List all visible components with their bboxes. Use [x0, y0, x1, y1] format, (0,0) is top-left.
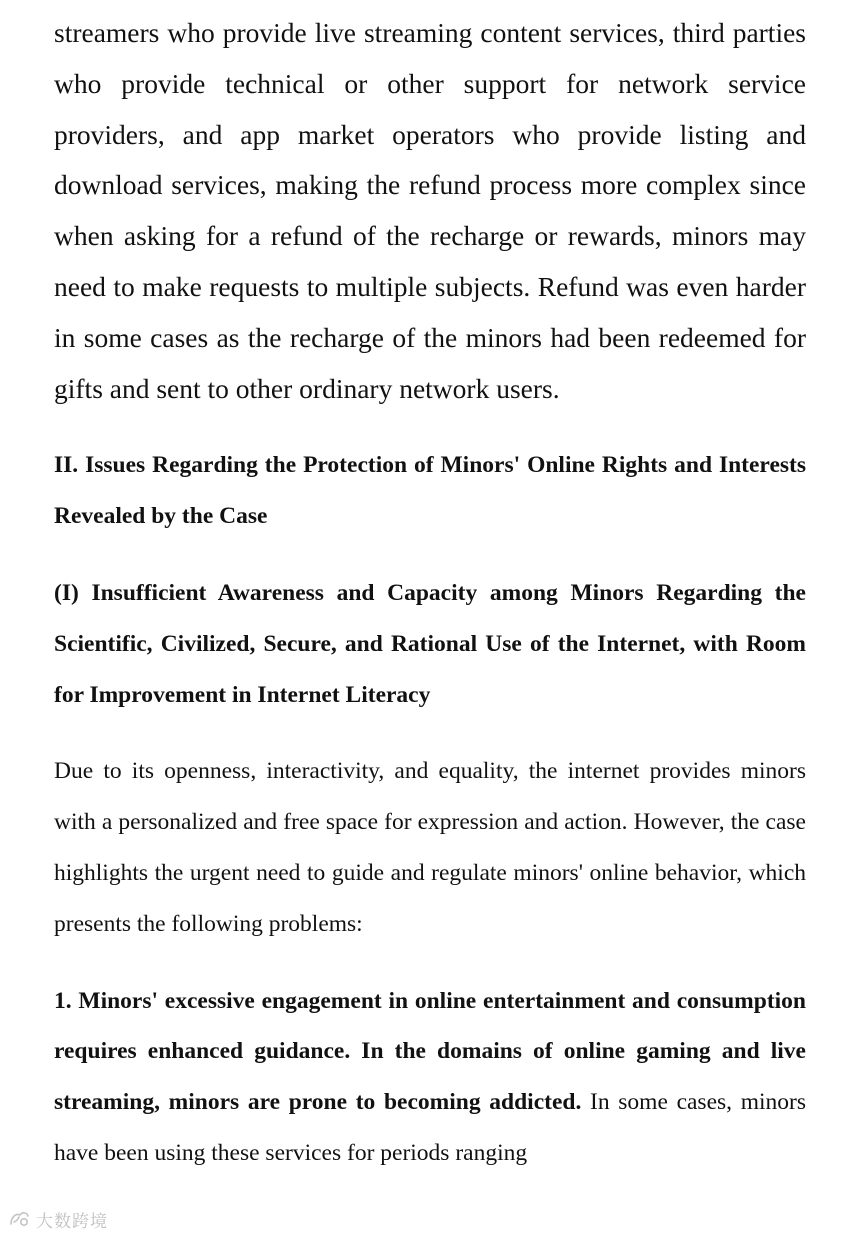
subsection-heading: (I) Insufficient Awareness and Capacity among Minors Regarding the Scientific, Civilized, Secure, and Rational Use of the Internet, with Room for Improvement in Internet Literacy	[54, 579, 806, 708]
watermark-text: 大数跨境	[36, 1211, 108, 1232]
section-heading: II. Issues Regarding the Protection of Minors' Online Rights and Interests Revealed by the Case	[54, 452, 806, 530]
body-paragraph-refund: streamers who provide live streaming content services, third parties who provide technical or other support for network service providers, and app market operators who provide listing and download services, making the refund process more complex since when asking for a refund of the recharge or rewards, minors may need to make requests to multiple subjects. Refund was even harder in some cases as the recharge of the minors had been redeemed for gifts and sent to other ordinary network users.	[54, 17, 806, 404]
watermark	[8, 1206, 108, 1232]
body-paragraph-openness: Due to its openness, interactivity, and equality, the internet provides minors with a personalized and free space for expression and action. However, the case highlights the urgent need to guide and regulate minors' online behavior, which presents the following problems:	[54, 758, 806, 937]
watermark-logo-icon	[8, 1209, 32, 1229]
document-page	[54, 8, 806, 1179]
engagement-bold-lead: 1. Minors' excessive engagement in online entertainment and consumption requires enhanced guidance. In the domains of online gaming and live streaming, minors are prone to becoming addicted.	[54, 987, 806, 1116]
engagement-continuation: In some cases, minors have been using these services for periods ranging	[54, 1089, 806, 1166]
body-paragraph-engagement	[54, 976, 806, 1179]
